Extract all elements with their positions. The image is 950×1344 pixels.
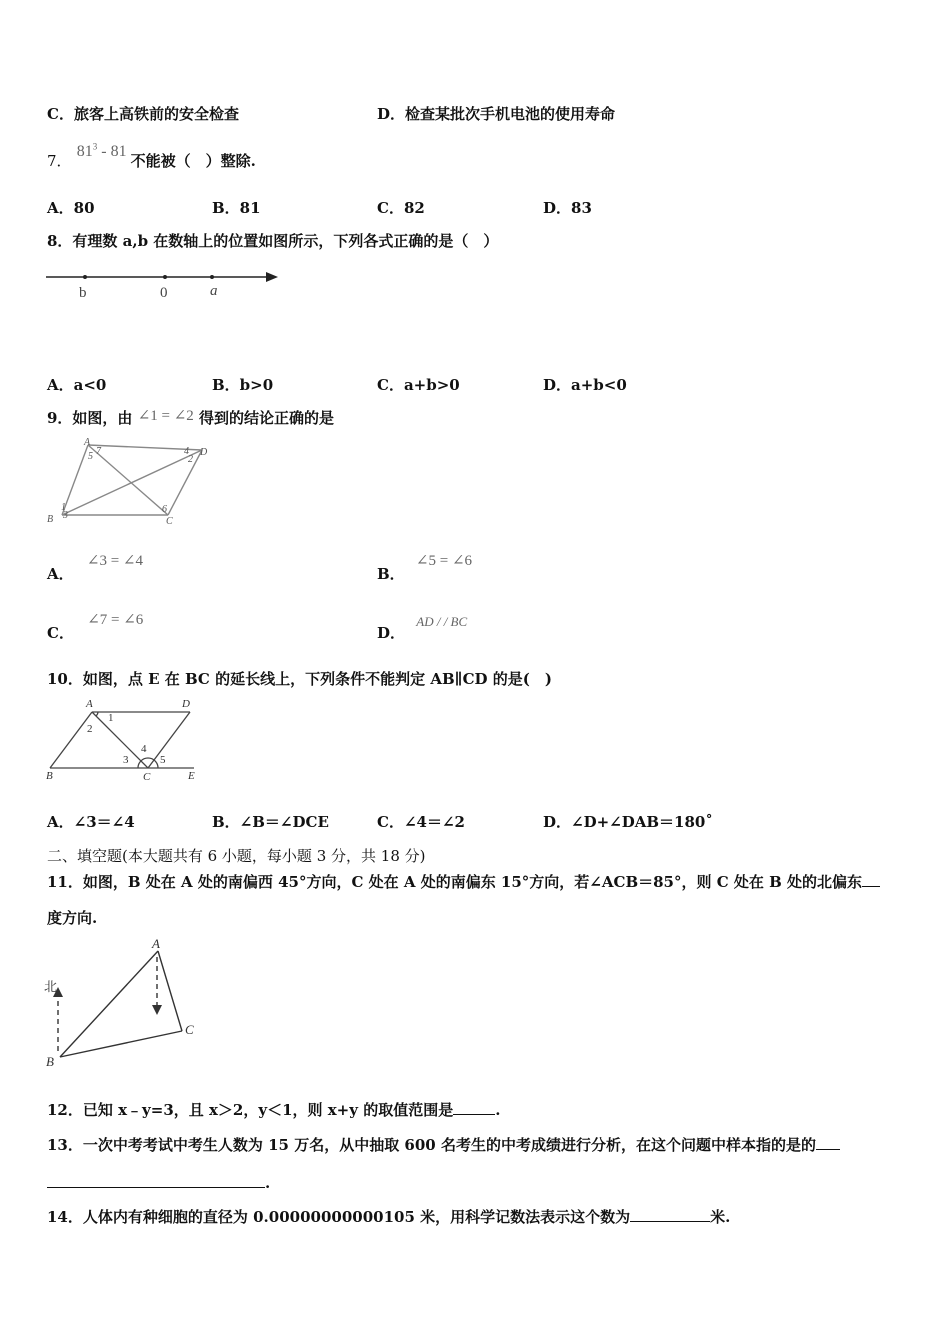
q9-option-b-expr: ∠5 = ∠6 bbox=[415, 553, 473, 569]
q10-label-b: B bbox=[46, 770, 53, 782]
q9-label-4: 4 bbox=[184, 446, 189, 457]
q9-figure bbox=[44, 437, 224, 529]
q9-suffix: 得到的结论正确的是 bbox=[199, 409, 335, 427]
q9-option-b: B． ∠5 = ∠6 bbox=[377, 553, 473, 583]
q11-label-a: A bbox=[152, 936, 160, 951]
q9-prefix: 9．如图，由 bbox=[47, 409, 133, 427]
q9-label-b: B bbox=[47, 514, 54, 525]
q11-answer-blank[interactable] bbox=[862, 871, 880, 887]
q7-option-a: A．80 bbox=[47, 199, 95, 217]
q10-figure bbox=[44, 694, 204, 786]
q7-stem bbox=[47, 141, 256, 171]
q10-label-a: A bbox=[86, 698, 93, 710]
q8-number-line bbox=[44, 265, 284, 305]
q11-stem-line1: 11．如图，B 处在 A 处的南偏西 45°方向，C 处在 A 处的南偏东 15°方向，若∠ACB＝85°，则 C 处在 B 处的北偏东 bbox=[47, 871, 880, 892]
q9-label-d: D bbox=[200, 447, 208, 458]
q9-label-5: 5 bbox=[88, 451, 93, 462]
q8-option-c: C．a+b>0 bbox=[377, 376, 460, 394]
q9-condition: ∠1 = ∠2 bbox=[137, 408, 194, 424]
q10-label-5: 5 bbox=[160, 754, 166, 766]
q14-answer-blank[interactable] bbox=[630, 1206, 710, 1222]
q9-label-a: A bbox=[84, 437, 91, 448]
q8-option-d: D．a+b<0 bbox=[543, 376, 627, 394]
q9-option-c: C． ∠7 = ∠6 bbox=[47, 612, 144, 642]
q11-label-b: B bbox=[46, 1054, 54, 1069]
q8-option-a: A．a<0 bbox=[47, 376, 107, 394]
q10-label-3: 3 bbox=[123, 754, 129, 766]
q13-stem-line2: . bbox=[47, 1172, 270, 1192]
q9-label-2: 2 bbox=[188, 454, 193, 465]
q10-stem: 10．如图，点 E 在 BC 的延长线上，下列条件不能判定 AB∥CD 的是( ) bbox=[47, 670, 552, 688]
q6-option-c: C．旅客上高铁前的安全检查 bbox=[47, 105, 239, 123]
q9-option-d-expr: AD / / BC bbox=[416, 614, 468, 629]
q7-option-c: C．82 bbox=[377, 199, 425, 217]
q8-label-b: b bbox=[79, 285, 87, 301]
section-2-title: 二、填空题(本大题共有 6 小题，每小题 3 分，共 18 分) bbox=[47, 847, 426, 865]
q9-label-3: 3 bbox=[63, 510, 68, 521]
q9-option-d: D． AD / / BC bbox=[377, 614, 468, 642]
q8-label-0: 0 bbox=[160, 285, 168, 301]
q8-label-a: a bbox=[210, 283, 218, 299]
q12-stem: 12．已知 x﹣y=3，且 x＞2，y＜1，则 x+y 的取值范围是 . bbox=[47, 1101, 501, 1119]
q11-south-arrow-icon bbox=[152, 1005, 162, 1015]
q9-label-7: 7 bbox=[96, 446, 101, 457]
q9-label-6: 6 bbox=[162, 504, 167, 515]
q10-label-e: E bbox=[188, 770, 195, 782]
q6-option-d: D．检查某批次手机电池的使用寿命 bbox=[377, 105, 616, 123]
q14-stem: 14．人体内有种细胞的直径为 0.00000000000105 米，用科学记数法表示这个数为 米. bbox=[47, 1208, 731, 1226]
q9-option-c-expr: ∠7 = ∠6 bbox=[87, 612, 144, 628]
q10-option-c: C．∠4＝∠2 bbox=[377, 813, 465, 831]
q7-expression: $81^3 - 81$ bbox=[76, 141, 127, 160]
q7-option-b: B．81 bbox=[212, 199, 261, 217]
q11-figure bbox=[42, 933, 212, 1073]
q8-option-b: B．b>0 bbox=[212, 376, 274, 394]
q9-stem bbox=[47, 407, 334, 428]
q10-label-d: D bbox=[182, 698, 190, 710]
q9-option-a-expr: ∠3 = ∠4 bbox=[86, 553, 143, 569]
q13-stem: 13．一次中考考试中考生人数为 15 万名，从中抽取 600 名考生的中考成绩进行分析，在这个问题中样本指的是的 bbox=[47, 1134, 840, 1155]
q13-answer-blank-part1[interactable] bbox=[816, 1134, 840, 1150]
q11-label-north: 北 bbox=[44, 979, 58, 994]
q9-option-a: A． ∠3 = ∠4 bbox=[47, 553, 143, 583]
q9-label-1: 1 bbox=[61, 502, 66, 513]
q11-label-c: C bbox=[185, 1022, 194, 1037]
q7-option-d: D．83 bbox=[543, 199, 592, 217]
q7-number: 7． bbox=[47, 152, 72, 170]
q10-label-1: 1 bbox=[108, 712, 114, 724]
q10-label-4: 4 bbox=[141, 743, 147, 755]
q13-answer-blank-part2[interactable] bbox=[47, 1172, 265, 1188]
q10-label-c: C bbox=[143, 771, 151, 783]
q12-answer-blank[interactable] bbox=[453, 1099, 495, 1115]
q11-stem-line2: 度方向. bbox=[47, 909, 98, 927]
q8-stem: 8．有理数 a,b 在数轴上的位置如图所示，下列各式正确的是（ ） bbox=[47, 232, 499, 250]
q10-option-d: D．∠D+∠DAB＝180˚ bbox=[543, 813, 713, 831]
q10-label-2: 2 bbox=[87, 723, 93, 735]
q9-label-c: C bbox=[166, 516, 173, 527]
q10-option-b: B．∠B＝∠DCE bbox=[212, 813, 329, 831]
q10-option-a: A．∠3＝∠4 bbox=[47, 813, 135, 831]
q7-text: 不能被（ ）整除. bbox=[130, 152, 256, 170]
